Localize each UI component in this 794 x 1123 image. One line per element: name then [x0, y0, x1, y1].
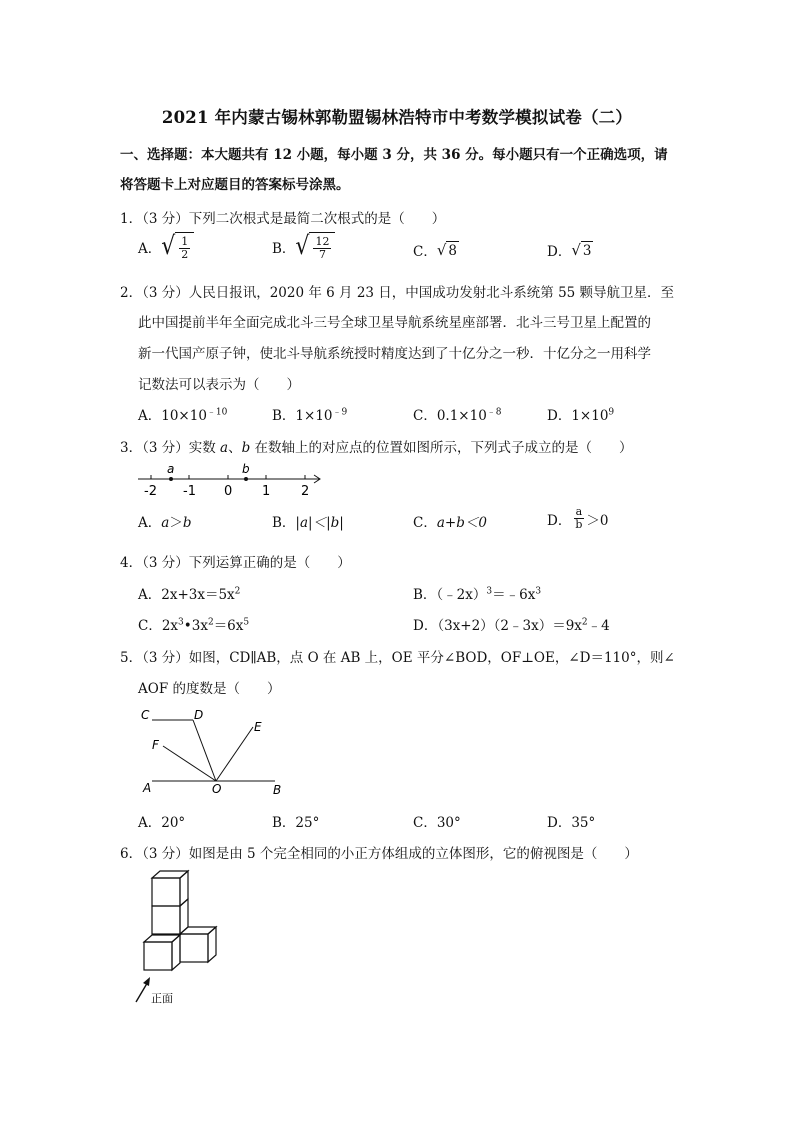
q3-a-label: A．: [138, 515, 162, 531]
q4-a-exp: 2: [234, 586, 241, 597]
q1-a-den: 2: [181, 247, 189, 261]
q3-option-c[interactable]: [413, 511, 487, 531]
q1-b-label: B．: [272, 241, 296, 257]
q4-option-a[interactable]: [138, 583, 240, 603]
q3-c-expr: a+b＜0: [436, 515, 487, 531]
sqrt-symbol: √ 3: [571, 241, 592, 259]
q4-b-tail: ＝﹣6x: [492, 587, 536, 603]
q4-d-tail: ﹣4: [587, 618, 610, 634]
section-heading-line2: 将答题卡上对应题目的答案标号涂黑。: [120, 177, 350, 193]
q1-stem: 1．（3 分）下列二次根式是最简二次根式的是（ ）: [120, 211, 446, 227]
number-line-figure: [134, 460, 329, 500]
tick-label: -2: [144, 484, 157, 499]
q4-b-exp2: 3: [535, 586, 542, 597]
label-b: B: [273, 783, 282, 797]
cube-front-face: [152, 906, 180, 934]
q3-var-a: a: [220, 440, 229, 456]
q1-c-label: C．: [413, 244, 437, 260]
q1-option-c[interactable]: [413, 240, 459, 260]
q4-c-exp3: 5: [243, 617, 250, 628]
q2-line1: 2．（3 分）人民日报讯，2020 年 6 月 23 日，中国成功发射北斗系统第 55 颗导航卫星．至: [120, 285, 675, 301]
sqrt-symbol: √ $\frac{1}{2}$: [161, 232, 194, 262]
q2-c-exp: ﹣8: [486, 407, 502, 418]
q4-b-text: B．（﹣2x）: [413, 587, 487, 603]
q1-b-den: 7: [318, 247, 326, 261]
cube-front-face: [144, 942, 172, 970]
cube-top-face: [144, 935, 180, 942]
q3-b-label: B．: [272, 515, 296, 531]
q5-line1: 5．（3 分）如图，CD∥AB，点 O 在 AB 上，OE 平分∠BOD，OF⊥OE，∠D＝110°，则∠: [120, 650, 675, 666]
q2-option-c[interactable]: [413, 404, 502, 424]
q2-option-b[interactable]: [272, 404, 347, 424]
q3-stem-pre: 3．（3 分）实数: [120, 440, 221, 456]
section-heading-line1: 一、选择题：本大题共有 12 小题，每小题 3 分，共 36 分。每小题只有一个正确选项，请: [120, 147, 668, 163]
q4-d-exp: 2: [581, 617, 588, 628]
q1-option-b[interactable]: [272, 232, 335, 262]
q3-d-label: D．: [547, 512, 572, 529]
q3-d-num: a: [575, 505, 583, 518]
tick-label: 1: [262, 484, 271, 499]
q3-a-lhs: a: [161, 515, 170, 531]
label-c: C: [141, 708, 150, 722]
q1-option-d[interactable]: [547, 240, 593, 260]
q3-option-a[interactable]: [138, 511, 191, 531]
q4-stem: 4．（3 分）下列运算正确的是（ ）: [120, 555, 351, 571]
front-label: 正面: [151, 992, 173, 1005]
q2-b-text: B．1×10: [272, 408, 333, 424]
q2-d-text: D．1×10: [547, 408, 609, 424]
tick-label: 0: [224, 484, 233, 499]
q3-a-rhs: b: [182, 515, 192, 531]
q5-option-d[interactable]: D．35°: [547, 815, 596, 831]
q4-option-c[interactable]: [138, 614, 249, 634]
q2-line4: 记数法可以表示为（ ）: [138, 377, 300, 393]
cube-side-face: [172, 935, 180, 970]
q2-d-exp: 9: [608, 407, 615, 418]
cubes-figure: [128, 866, 228, 1016]
q4-option-d[interactable]: [413, 614, 610, 634]
q3-a-op: ＞: [169, 515, 183, 531]
q6-stem: 6．（3 分）如图是由 5 个完全相同的小正方体组成的立体图形，它的俯视图是（ ）: [120, 846, 638, 862]
point-b-dot: [244, 477, 248, 481]
q2-option-d[interactable]: [547, 404, 614, 424]
cube-front-face: [152, 878, 180, 906]
q4-c-mid: •3x: [183, 618, 208, 634]
point-a-label: a: [167, 462, 175, 476]
q3-d-den: b: [575, 518, 583, 531]
cube-front-face: [180, 934, 208, 962]
q1-option-a[interactable]: [138, 232, 194, 262]
q5-option-b[interactable]: B．25°: [272, 815, 320, 831]
cube-side-face: [208, 927, 216, 962]
tick-label: -1: [183, 484, 196, 499]
point-b-label: b: [242, 462, 250, 476]
section-heading: [120, 140, 680, 200]
q2-a-exp: ﹣10: [206, 407, 228, 418]
front-arrow-head: [143, 977, 150, 986]
point-a-dot: [169, 477, 173, 481]
q3-stem-post: 在数轴上的对应点的位置如图所示，下列式子成立的是（ ）: [250, 440, 633, 456]
q1-d-val: 3: [582, 243, 592, 259]
q3-d-op: ＞0: [586, 512, 609, 529]
q1-b-num: 12: [315, 234, 330, 248]
cube-top-face: [152, 871, 188, 878]
label-a: A: [143, 781, 152, 795]
segment-oe: [216, 727, 253, 781]
q2-b-exp: ﹣9: [332, 407, 348, 418]
q4-c-exp2: 2: [207, 617, 214, 628]
q3-var-b: b: [241, 440, 251, 456]
q2-line3: 新一代国产原子钟，使北斗导航系统授时精度达到了十亿分之一秒．十亿分之一用科学: [138, 346, 651, 362]
q3-option-d[interactable]: [547, 506, 608, 531]
q5-line2: AOF 的度数是（ ）: [138, 681, 281, 697]
q3-b-expr: |a|＜|b|: [295, 515, 344, 531]
segment-od: [193, 720, 216, 781]
tick-label: 2: [301, 484, 310, 499]
segment-of: [163, 746, 216, 781]
q4-option-b[interactable]: [413, 583, 541, 603]
label-o: O: [212, 782, 222, 796]
q4-d-text: D．（3x+2）（2﹣3x）＝9x: [413, 618, 582, 634]
q2-c-text: C．0.1×10: [413, 408, 487, 424]
q5-option-a[interactable]: A．20°: [138, 815, 186, 831]
q4-c-exp1: 3: [178, 617, 184, 628]
q2-line2: 此中国提前半年全面完成北斗三号全球卫星导航系统星座部署．北斗三号卫星上配置的: [138, 315, 651, 331]
q5-option-c[interactable]: C．30°: [413, 815, 461, 831]
label-f: F: [152, 738, 159, 752]
angle-figure: [136, 700, 296, 800]
q4-a-text: A．2x+3x＝5x: [138, 587, 235, 603]
label-d: D: [194, 708, 204, 722]
sqrt-symbol: √ 8: [436, 241, 457, 259]
q3-c-label: C．: [413, 515, 437, 531]
q3-sep: 、: [228, 440, 242, 456]
q3-option-b[interactable]: [272, 511, 344, 531]
q4-c-text: C．2x: [138, 618, 179, 634]
label-e: E: [254, 720, 262, 734]
q1-a-num: 1: [181, 234, 189, 248]
q4-c-tail: ＝6x: [213, 618, 244, 634]
q1-c-val: 8: [448, 243, 457, 259]
q2-option-a[interactable]: [138, 404, 227, 424]
sqrt-symbol: √ $\frac{12}{7}$: [295, 232, 335, 262]
q3-stem: [120, 436, 633, 456]
q1-a-label: A．: [138, 241, 162, 257]
page-title: 2021 年内蒙古锡林郭勒盟锡林浩特市中考数学模拟试卷（二）: [161, 108, 633, 127]
q2-a-text: A．10×10: [138, 408, 207, 424]
q1-d-label: D．: [547, 244, 572, 260]
q4-b-exp: 3: [486, 586, 493, 597]
cube-top-face: [180, 927, 216, 934]
